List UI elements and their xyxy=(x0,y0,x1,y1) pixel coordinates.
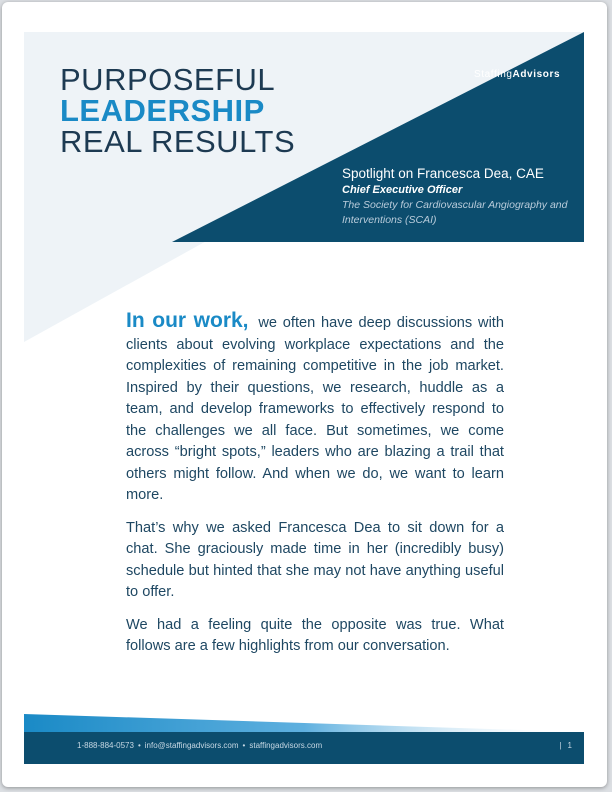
page-footer xyxy=(24,732,584,764)
footer-accent-stripe xyxy=(24,714,584,734)
company-logo xyxy=(474,69,560,80)
footer-contacts xyxy=(77,741,322,750)
footer-separator: • xyxy=(137,741,141,750)
logo-word-2: Advisors xyxy=(512,69,561,80)
paragraph-3: We had a feeling quite the opposite was true. What follows are a few highlights from our conversation. xyxy=(126,616,504,654)
title-line-2: LEADERSHIP xyxy=(60,93,265,128)
logo-word-1: Staffing xyxy=(474,69,513,80)
article-body xyxy=(126,310,504,669)
spotlight-role: Chief Executive Officer xyxy=(342,184,463,196)
lead-in: In our work, xyxy=(126,309,249,332)
document-title xyxy=(60,64,295,157)
page-divider: | xyxy=(559,741,562,750)
document-page xyxy=(2,2,607,787)
title-line-3: REAL RESULTS xyxy=(60,124,296,159)
paragraph-1 xyxy=(126,310,504,507)
footer-separator: • xyxy=(242,741,246,750)
spotlight-block xyxy=(342,165,582,228)
paragraph-1-text: we often have deep discussions with clients about evolving workplace expectations and the complexities of remaining competitive in the job market. Inspired by their questions, we research, huddle as a team, and develop frameworks to effectively respond to the challenges we all face. But sometimes, we come across “bright spots,” leaders who are blazing a trail that others might follow. And when we do, we want to learn more. xyxy=(126,315,504,503)
footer-website[interactable]: staffingadvisors.com xyxy=(249,741,323,750)
footer-phone: 1-888-884-0573 xyxy=(77,741,134,750)
page-number: 1 xyxy=(567,741,572,750)
footer-email[interactable]: info@staffingadvisors.com xyxy=(144,741,239,750)
spotlight-organization: The Society for Cardiovascular Angiography and Interventions (SCAI) xyxy=(342,199,568,226)
title-line-1: PURPOSEFUL xyxy=(60,62,276,97)
paragraph-2: That’s why we asked Francesca Dea to sit down for a chat. She graciously made time in her (incredibly busy) schedule but hinted that she may not have anything useful to offer. xyxy=(126,519,504,600)
spotlight-title: Spotlight on Francesca Dea, CAE xyxy=(342,166,544,181)
page-number-block xyxy=(559,741,572,750)
